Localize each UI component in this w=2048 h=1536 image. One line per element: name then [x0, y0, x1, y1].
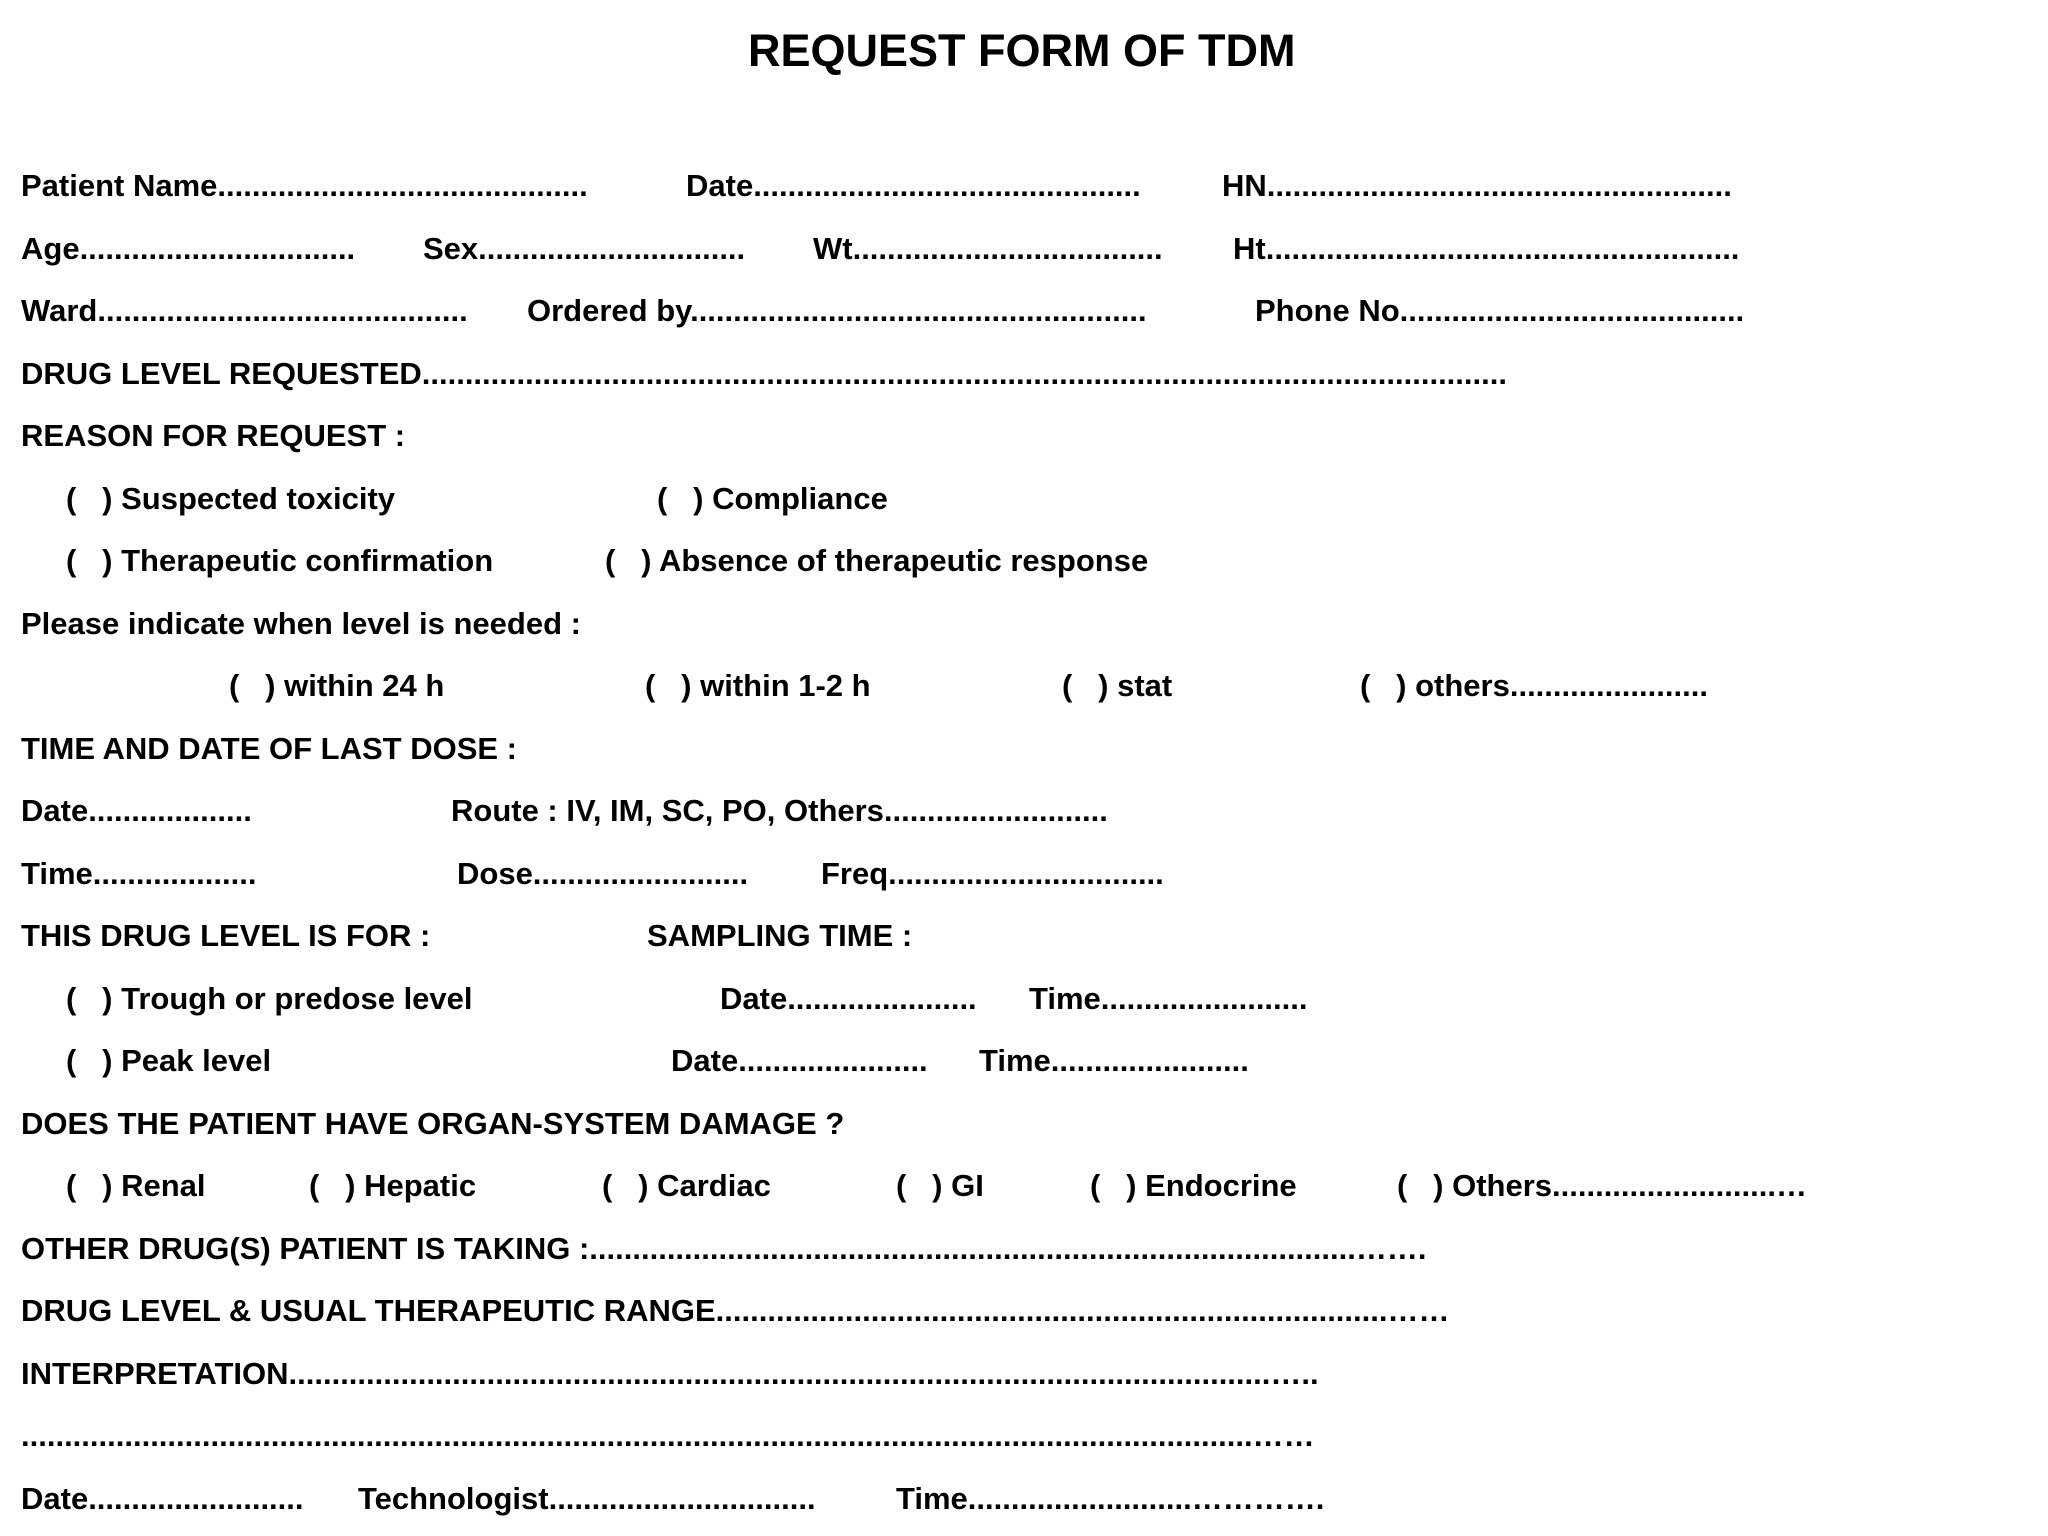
- hepatic-checkbox[interactable]: ( ) Hepatic: [309, 1168, 477, 1203]
- trough-date-field[interactable]: Date......................: [720, 981, 977, 1016]
- cardiac-checkbox[interactable]: ( ) Cardiac: [602, 1168, 771, 1203]
- route-field[interactable]: Route : IV, IM, SC, PO, Others..........................: [451, 793, 1108, 828]
- height-field[interactable]: Ht.......................................................: [1233, 231, 1740, 266]
- within-1-2h-checkbox[interactable]: ( ) within 1-2 h: [645, 668, 871, 703]
- weight-field[interactable]: Wt....................................: [813, 231, 1163, 266]
- interpretation-field[interactable]: INTERPRETATION..................................................................................................................…..: [21, 1356, 1319, 1391]
- suspected-toxicity-checkbox[interactable]: ( ) Suspected toxicity: [66, 481, 396, 516]
- level-for-heading: THIS DRUG LEVEL IS FOR :: [21, 918, 431, 953]
- endocrine-checkbox[interactable]: ( ) Endocrine: [1090, 1168, 1297, 1203]
- peak-date-field[interactable]: Date......................: [671, 1043, 928, 1078]
- within-24h-checkbox[interactable]: ( ) within 24 h: [229, 668, 445, 703]
- hn-field[interactable]: HN......................................................: [1222, 168, 1732, 203]
- form-title: REQUEST FORM OF TDM: [748, 25, 1296, 76]
- dose-field[interactable]: Dose.........................: [457, 856, 749, 891]
- footer-date-field[interactable]: Date.........................: [21, 1481, 304, 1516]
- gi-checkbox[interactable]: ( ) GI: [896, 1168, 984, 1203]
- renal-checkbox[interactable]: ( ) Renal: [66, 1168, 206, 1203]
- last-dose-date-field[interactable]: Date...................: [21, 793, 252, 828]
- peak-level-checkbox[interactable]: ( ) Peak level: [66, 1043, 272, 1078]
- organ-others-checkbox[interactable]: ( ) Others..........................…: [1397, 1168, 1807, 1203]
- stat-checkbox[interactable]: ( ) stat: [1062, 668, 1173, 703]
- sampling-time-heading: SAMPLING TIME :: [647, 918, 913, 953]
- sex-field[interactable]: Sex...............................: [423, 231, 746, 266]
- drug-level-requested-field[interactable]: DRUG LEVEL REQUESTED..............................................................................................................................: [21, 356, 1507, 391]
- patient-name-field[interactable]: Patient Name...........................................: [21, 168, 588, 203]
- age-field[interactable]: Age................................: [21, 231, 356, 266]
- organ-damage-heading: DOES THE PATIENT HAVE ORGAN-SYSTEM DAMAGE ?: [21, 1106, 845, 1141]
- date-field[interactable]: Date.............................................: [686, 168, 1141, 203]
- other-drugs-field[interactable]: OTHER DRUG(S) PATIENT IS TAKING :.........................................................................................…….: [21, 1231, 1427, 1266]
- trough-time-field[interactable]: Time........................: [1029, 981, 1308, 1016]
- ward-field[interactable]: Ward...........................................: [21, 293, 468, 328]
- compliance-checkbox[interactable]: ( ) Compliance: [657, 481, 888, 516]
- others-checkbox[interactable]: ( ) others.......................: [1360, 668, 1708, 703]
- interpretation-continuation-line[interactable]: ...............................................................................................................................................……: [21, 1418, 1315, 1453]
- peak-time-field[interactable]: Time.......................: [979, 1043, 1249, 1078]
- technologist-field[interactable]: Technologist...............................: [358, 1481, 816, 1516]
- ordered-by-field[interactable]: Ordered by.....................................................: [527, 293, 1147, 328]
- therapeutic-confirmation-checkbox[interactable]: ( ) Therapeutic confirmation: [66, 543, 494, 578]
- last-dose-time-field[interactable]: Time...................: [21, 856, 257, 891]
- phone-field[interactable]: Phone No........................................: [1255, 293, 1745, 328]
- therapeutic-range-field[interactable]: DRUG LEVEL & USUAL THERAPEUTIC RANGE..............................................................................……: [21, 1293, 1450, 1328]
- reason-heading: REASON FOR REQUEST :: [21, 418, 406, 453]
- last-dose-heading: TIME AND DATE OF LAST DOSE :: [21, 731, 517, 766]
- footer-time-field[interactable]: Time..........................………….: [896, 1481, 1325, 1516]
- trough-level-checkbox[interactable]: ( ) Trough or predose level: [66, 981, 473, 1016]
- freq-field[interactable]: Freq................................: [821, 856, 1164, 891]
- when-needed-heading: Please indicate when level is needed :: [21, 606, 581, 641]
- absence-response-checkbox[interactable]: ( ) Absence of therapeutic response: [605, 543, 1149, 578]
